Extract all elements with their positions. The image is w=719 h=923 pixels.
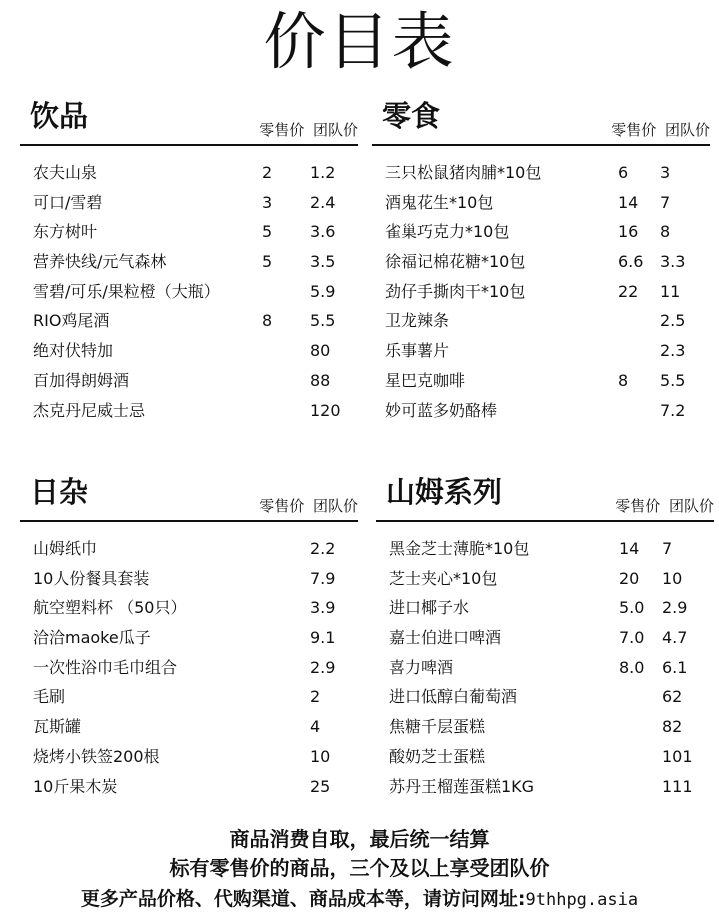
retail-price: 22 <box>618 281 639 301</box>
website-url[interactable]: 9thhpg.asia <box>525 890 639 910</box>
retail-price: 3 <box>262 192 273 212</box>
item-name: 绝对伏特加 <box>33 341 114 361</box>
price-list <box>372 158 710 425</box>
item-name: 焦糖千层蛋糕 <box>389 717 486 737</box>
price-row <box>376 534 714 564</box>
price-row <box>20 712 358 742</box>
item-name: 山姆纸巾 <box>33 539 98 558</box>
team-price-label: 团队价 <box>664 121 710 139</box>
item-name: 酸奶芝士蛋糕 <box>389 746 486 766</box>
retail-price: 8 <box>262 311 273 331</box>
item-name: 雀巢巧克力*10包 <box>385 222 510 242</box>
section-header <box>376 468 714 522</box>
price-row <box>20 653 358 683</box>
team-price-label: 团队价 <box>312 121 358 139</box>
price-row <box>372 158 710 188</box>
column-labels <box>607 120 710 140</box>
retail-price-label: 零售价 <box>611 121 657 139</box>
retail-price-label: 零售价 <box>259 497 305 515</box>
team-price: 1.2 <box>310 163 336 182</box>
item-name: 妙可蓝多奶酪棒 <box>385 400 498 420</box>
price-row <box>372 366 710 396</box>
section-misc <box>20 468 358 808</box>
price-list <box>376 534 714 801</box>
team-price: 7 <box>660 192 671 212</box>
team-price: 88 <box>310 370 331 390</box>
team-price: 3.6 <box>310 222 336 242</box>
item-name: 百加得朗姆酒 <box>33 370 130 390</box>
retail-price: 5 <box>262 252 273 272</box>
section-title: 饮品 <box>30 99 89 133</box>
team-price: 4 <box>310 717 321 737</box>
retail-price: 8 <box>618 370 629 390</box>
price-list <box>20 158 358 425</box>
team-price: 11 <box>660 281 681 301</box>
item-name: 喜力啤酒 <box>389 657 454 677</box>
price-row <box>20 742 358 772</box>
price-row <box>20 623 358 653</box>
section-title: 零食 <box>382 99 441 133</box>
footer-website-text: 更多产品价格、代购渠道、商品成本等，请访问网址: <box>80 888 526 910</box>
team-price: 10 <box>662 568 683 588</box>
item-name: 星巴克咖啡 <box>385 370 466 390</box>
price-row <box>372 396 710 426</box>
team-price: 8 <box>660 222 671 242</box>
item-name: 雪碧/可乐/果粒橙（大瓶） <box>33 281 220 301</box>
price-row <box>372 306 710 336</box>
price-row <box>20 158 358 188</box>
price-row <box>376 593 714 623</box>
item-name: 10人份餐具套装 <box>33 568 150 588</box>
page-title: 价目表 <box>263 5 456 78</box>
item-name: 东方树叶 <box>33 222 98 242</box>
price-row <box>20 188 358 218</box>
item-name: 瓦斯罐 <box>33 717 82 737</box>
item-name: 酒鬼花生*10包 <box>385 192 494 212</box>
item-name: 毛刷 <box>33 687 66 707</box>
section-header <box>20 468 358 522</box>
price-row <box>376 653 714 683</box>
price-row <box>20 682 358 712</box>
team-price-label: 团队价 <box>668 497 714 515</box>
price-row <box>20 336 358 366</box>
price-row <box>372 277 710 307</box>
retail-price: 7.0 <box>619 628 645 648</box>
item-name: 劲仔手撕肉干*10包 <box>385 281 526 301</box>
item-name: 进口椰子水 <box>389 598 470 618</box>
team-price: 101 <box>662 746 693 766</box>
price-row <box>372 188 710 218</box>
column-labels <box>611 496 714 516</box>
footer-note-team-price: 标有零售价的商品，三个及以上享受团队价 <box>169 856 550 880</box>
price-row <box>20 772 358 802</box>
team-price: 3.5 <box>310 252 336 272</box>
item-name: 嘉士伯进口啤酒 <box>389 628 502 648</box>
team-price: 62 <box>662 687 683 707</box>
team-price: 7 <box>662 539 673 558</box>
price-row <box>376 772 714 802</box>
price-row <box>20 277 358 307</box>
retail-price: 6 <box>618 163 629 182</box>
retail-price: 5.0 <box>619 598 645 618</box>
section-title: 山姆系列 <box>386 475 503 509</box>
column-labels <box>255 120 358 140</box>
item-name: 卫龙辣条 <box>385 311 450 331</box>
team-price: 2 <box>310 687 321 707</box>
section-header <box>20 92 358 146</box>
team-price: 80 <box>310 341 331 361</box>
price-row <box>372 247 710 277</box>
team-price: 4.7 <box>662 628 688 648</box>
price-row <box>20 217 358 247</box>
footer-note-website <box>0 884 719 915</box>
item-name: 洽洽maoke瓜子 <box>33 628 151 648</box>
team-price: 7.2 <box>660 400 686 420</box>
column-labels <box>255 496 358 516</box>
team-price: 111 <box>662 776 693 796</box>
team-price: 82 <box>662 717 683 737</box>
retail-price: 14 <box>619 539 640 558</box>
item-name: 进口低醇白葡萄酒 <box>389 687 518 707</box>
price-row <box>376 564 714 594</box>
item-name: 苏丹王榴莲蛋糕1KG <box>389 776 535 796</box>
item-name: 农夫山泉 <box>33 163 98 182</box>
price-row <box>372 336 710 366</box>
team-price: 6.1 <box>662 657 688 677</box>
item-name: 徐福记棉花糖*10包 <box>385 252 526 272</box>
item-name: 芝士夹心*10包 <box>389 568 498 588</box>
price-row <box>376 682 714 712</box>
section-title: 日杂 <box>30 475 89 509</box>
price-row <box>20 247 358 277</box>
section-snacks <box>372 92 710 432</box>
team-price: 120 <box>310 400 341 420</box>
section-drinks <box>20 92 358 432</box>
price-row <box>376 712 714 742</box>
item-name: 营养快线/元气森林 <box>33 252 167 272</box>
price-row <box>20 534 358 564</box>
retail-price: 2 <box>262 163 273 182</box>
team-price: 5.5 <box>310 311 336 331</box>
item-name: 杰克丹尼威士忌 <box>33 400 146 420</box>
price-row <box>20 564 358 594</box>
team-price: 7.9 <box>310 568 336 588</box>
team-price: 2.4 <box>310 192 336 212</box>
retail-price: 5 <box>262 222 273 242</box>
item-name: 10斤果木炭 <box>33 776 118 796</box>
item-name: 乐事薯片 <box>385 341 450 361</box>
item-name: 黑金芝士薄脆*10包 <box>389 539 530 558</box>
team-price: 25 <box>310 776 331 796</box>
team-price: 2.3 <box>660 341 686 361</box>
price-row <box>20 396 358 426</box>
item-name: 烧烤小铁签200根 <box>33 746 160 766</box>
team-price: 10 <box>310 746 331 766</box>
price-row <box>372 217 710 247</box>
team-price: 5.9 <box>310 281 336 301</box>
team-price: 3.3 <box>660 252 686 272</box>
team-price: 2.5 <box>660 311 686 331</box>
price-row <box>376 623 714 653</box>
retail-price: 6.6 <box>618 252 644 272</box>
section-header <box>372 92 710 146</box>
team-price: 2.9 <box>310 657 336 677</box>
item-name: 航空塑料杯 （50只） <box>33 598 187 618</box>
team-price: 3.9 <box>310 598 336 618</box>
price-row <box>20 306 358 336</box>
team-price: 9.1 <box>310 628 336 648</box>
price-row <box>20 593 358 623</box>
item-name: 可口/雪碧 <box>33 192 103 212</box>
retail-price-label: 零售价 <box>615 497 661 515</box>
team-price: 3 <box>660 163 671 182</box>
team-price-label: 团队价 <box>312 497 358 515</box>
section-sams <box>376 468 714 808</box>
retail-price: 8.0 <box>619 657 645 677</box>
item-name: RIO鸡尾酒 <box>33 311 110 331</box>
retail-price: 20 <box>619 568 640 588</box>
team-price: 2.9 <box>662 598 688 618</box>
retail-price-label: 零售价 <box>259 121 305 139</box>
retail-price: 16 <box>618 222 639 242</box>
item-name: 一次性浴巾毛巾组合 <box>33 657 178 677</box>
team-price: 5.5 <box>660 370 686 390</box>
footer-note-pickup: 商品消费自取，最后统一结算 <box>229 827 490 851</box>
price-row <box>20 366 358 396</box>
item-name: 三只松鼠猪肉脯*10包 <box>385 163 542 182</box>
price-list <box>20 534 358 801</box>
retail-price: 14 <box>618 192 639 212</box>
price-row <box>376 742 714 772</box>
team-price: 2.2 <box>310 539 336 558</box>
